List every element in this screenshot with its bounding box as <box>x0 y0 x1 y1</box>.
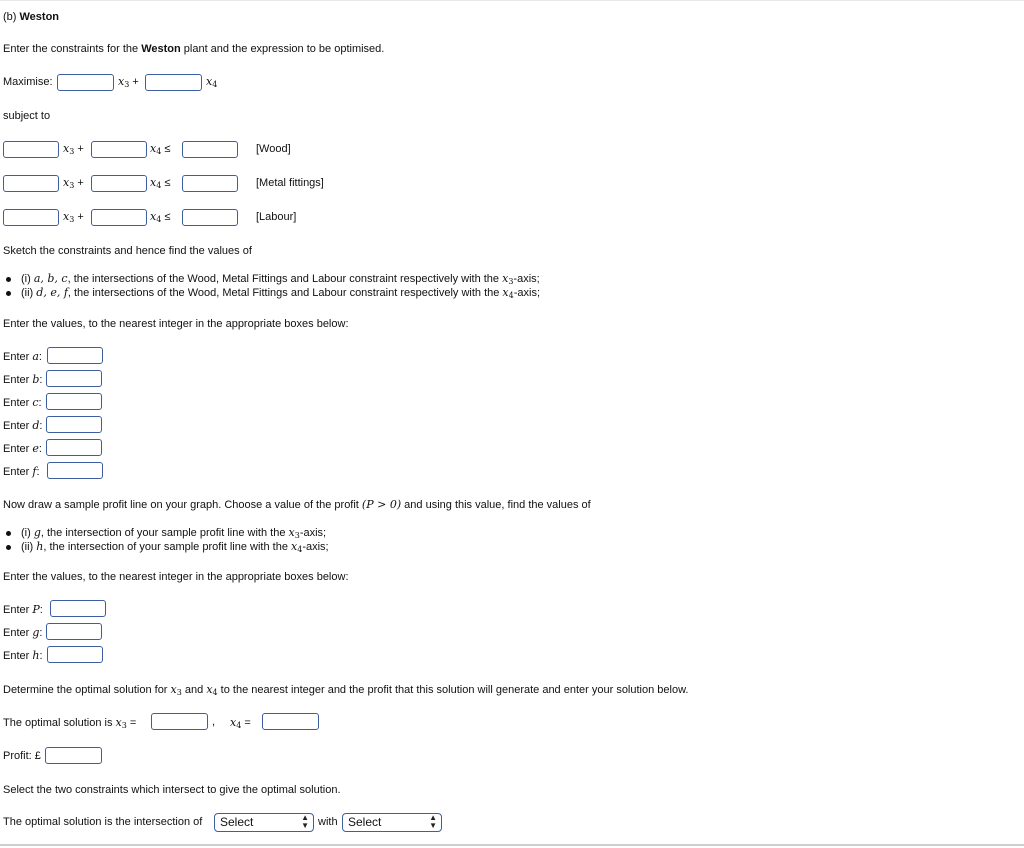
intro-text: Enter the constraints for the Weston plant and the expression to be optimised. <box>3 43 385 55</box>
enter-p-label: Enter P: <box>3 603 43 616</box>
subject-to-label: subject to <box>3 110 51 122</box>
intersection-label: The optimal solution is the intersection of <box>3 816 203 828</box>
profit-bullet-1: (i) g, the intersection of your sample profit line with the $x_3$-axis; <box>3 526 329 540</box>
wood-x4-term: $x_4$ ≤ <box>150 142 171 156</box>
optimal-solution-label: The optimal solution is $x_3$ = <box>3 716 137 730</box>
select-1-arrows-icon: ▲ ▼ <box>301 813 309 830</box>
with-label: with <box>318 816 338 828</box>
enter-a-input[interactable] <box>47 347 103 364</box>
sketch-bullet-list <box>3 272 540 300</box>
sketch-instruction: Sketch the constraints and hence find the values of <box>3 245 252 257</box>
objective-x4-coefficient-input[interactable] <box>145 74 202 91</box>
labour-rhs-input[interactable] <box>182 209 238 226</box>
wood-x3-coefficient-input[interactable] <box>3 141 59 158</box>
labour-constraint-tag: [Labour] <box>256 211 297 223</box>
profit-label: Profit: £ <box>3 750 41 762</box>
objective-x3-term: $x_3$ + <box>118 75 139 89</box>
enter-d-input[interactable] <box>46 416 102 433</box>
labour-x4-coefficient-input[interactable] <box>91 209 147 226</box>
profit-input[interactable] <box>45 747 102 764</box>
wood-x3-term: $x_3$ + <box>63 142 84 156</box>
labour-x3-coefficient-input[interactable] <box>3 209 59 226</box>
part-title: (b) Weston <box>3 11 60 23</box>
metal-x4-coefficient-input[interactable] <box>91 175 147 192</box>
objective-x3-coefficient-input[interactable] <box>57 74 114 91</box>
enter-c-label: Enter c: <box>3 396 42 409</box>
enter-values-instruction: Enter the values, to the nearest integer in the appropriate boxes below: <box>3 318 349 330</box>
profit-line-instruction: Now draw a sample profit line on your graph. Choose a value of the profit (P > 0) and using this value, find the values of <box>3 498 591 511</box>
profit-bullet-2: (ii) h, the intersection of your sample profit line with the $x_4$-axis; <box>3 540 329 554</box>
metal-constraint-tag: [Metal fittings] <box>256 177 324 189</box>
enter-a-label: Enter a: <box>3 350 42 363</box>
enter-d-label: Enter d: <box>3 419 43 432</box>
enter-h-label: Enter h: <box>3 649 43 662</box>
metal-rhs-input[interactable] <box>182 175 238 192</box>
top-divider <box>0 0 1024 1</box>
enter-e-label: Enter e: <box>3 442 42 455</box>
enter-b-label: Enter b: <box>3 373 43 386</box>
labour-x3-term: $x_3$ + <box>63 210 84 224</box>
optimal-instruction: Determine the optimal solution for $x_3$ and $x_4$ to the nearest integer and the profit that this solution will generate and enter your solution below. <box>3 683 689 697</box>
enter-b-input[interactable] <box>46 370 102 387</box>
constraint-select-1[interactable] <box>214 813 314 832</box>
constraint-select-2[interactable] <box>342 813 442 832</box>
metal-x3-term: $x_3$ + <box>63 176 84 190</box>
optimal-x4-label: $x_4$ = <box>230 716 251 730</box>
select-instruction: Select the two constraints which intersect to give the optimal solution. <box>3 784 341 796</box>
enter-g-label: Enter g: <box>3 626 43 639</box>
optimal-x3-input[interactable] <box>151 713 208 730</box>
profit-bullet-list <box>3 526 329 554</box>
constraint-select-2-value: Select <box>348 815 382 829</box>
objective-x4-term: $x_4$ <box>206 75 218 89</box>
constraint-select-1-value: Select <box>220 815 254 829</box>
enter-values-instruction-2: Enter the values, to the nearest integer in the appropriate boxes below: <box>3 571 349 583</box>
enter-e-input[interactable] <box>46 439 102 456</box>
enter-f-label: Enter f: <box>3 465 40 478</box>
enter-f-input[interactable] <box>47 462 103 479</box>
bottom-divider <box>0 844 1024 846</box>
wood-rhs-input[interactable] <box>182 141 238 158</box>
enter-h-input[interactable] <box>47 646 103 663</box>
enter-g-input[interactable] <box>46 623 102 640</box>
enter-p-input[interactable] <box>50 600 106 617</box>
metal-x4-term: $x_4$ ≤ <box>150 176 171 190</box>
metal-x3-coefficient-input[interactable] <box>3 175 59 192</box>
wood-x4-coefficient-input[interactable] <box>91 141 147 158</box>
enter-c-input[interactable] <box>46 393 102 410</box>
sketch-bullet-2: (ii) d, e, f, the intersections of the Wood, Metal Fittings and Labour constraint respectively with the $x_4$-axis; <box>3 286 540 300</box>
select-2-arrows-icon: ▲ ▼ <box>429 813 437 830</box>
optimal-x4-input[interactable] <box>262 713 319 730</box>
wood-constraint-tag: [Wood] <box>256 143 291 155</box>
sketch-bullet-1: (i) a, b, c, the intersections of the Wood, Metal Fittings and Labour constraint respectively with the $x_3$-axis; <box>3 272 540 286</box>
labour-x4-term: $x_4$ ≤ <box>150 210 171 224</box>
optimal-comma: , <box>212 716 216 728</box>
maximise-label: Maximise: <box>3 76 53 88</box>
